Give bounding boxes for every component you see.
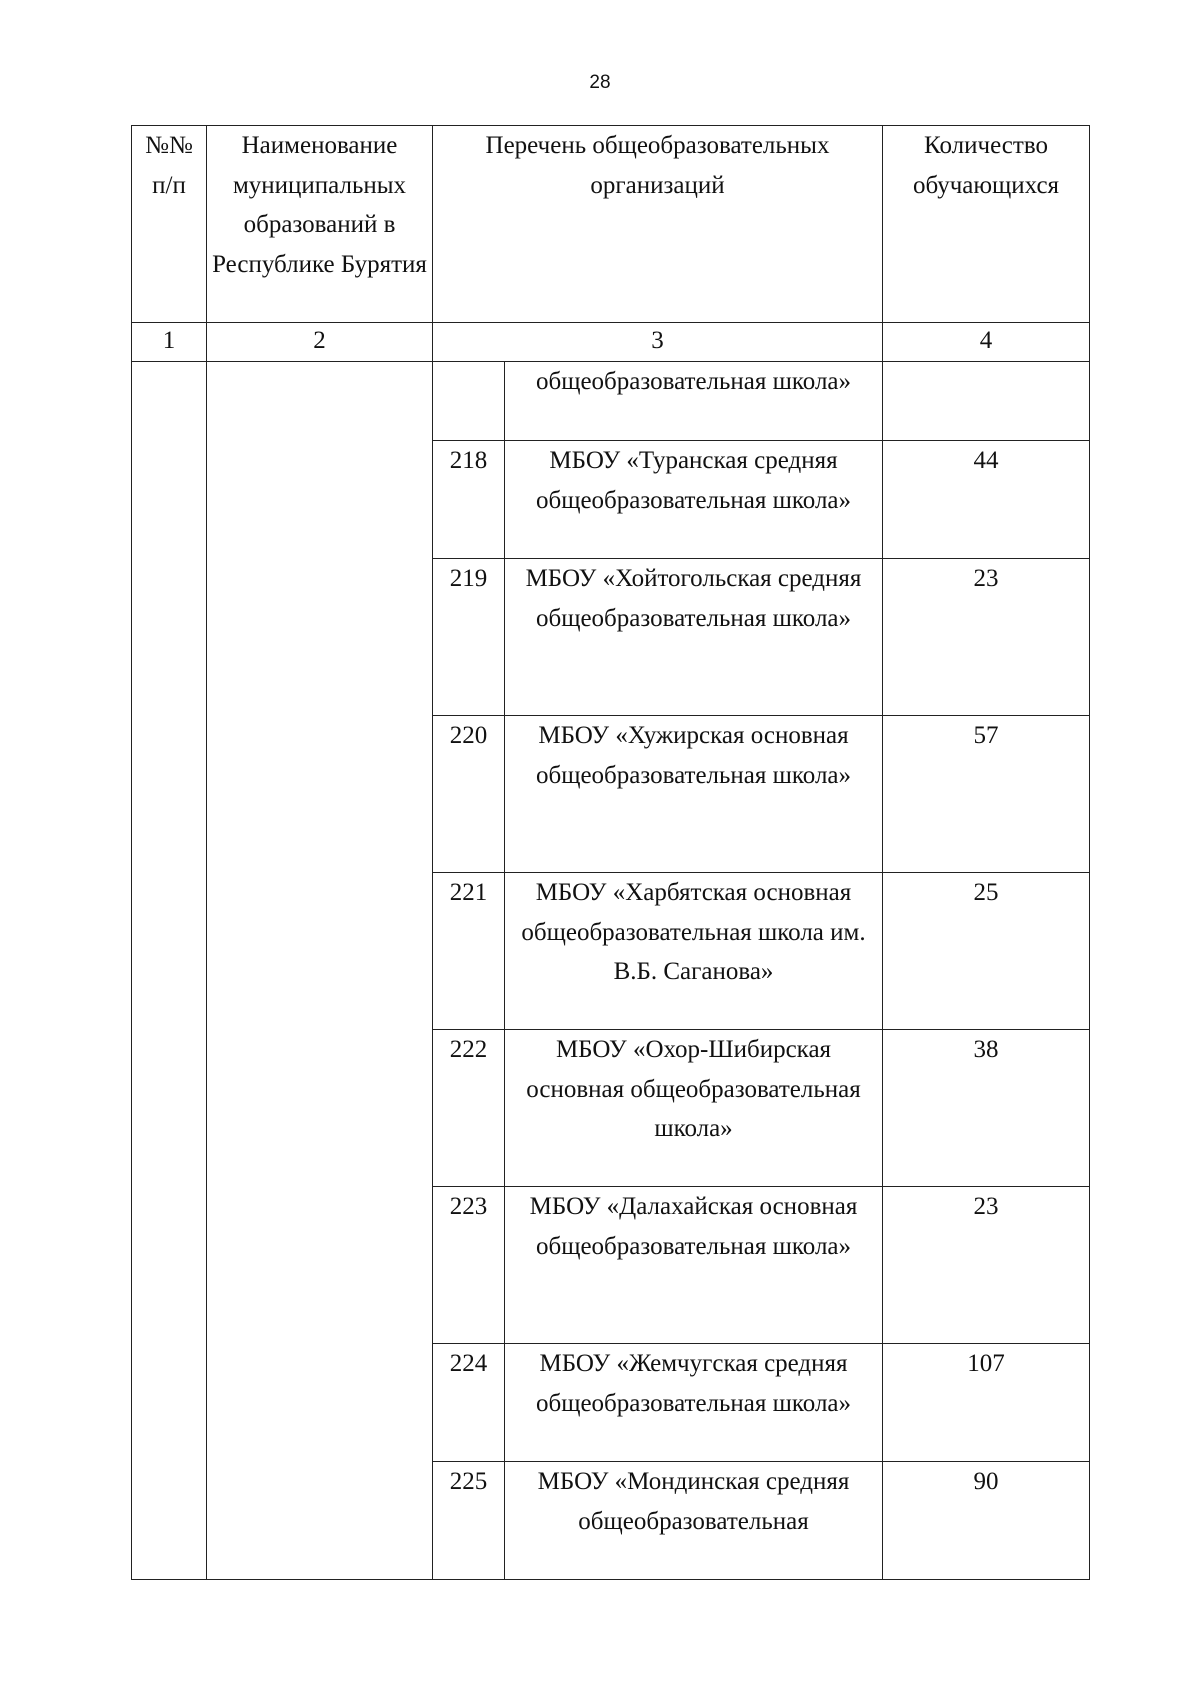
row-num: 224: [433, 1344, 505, 1462]
row-num: 222: [433, 1030, 505, 1187]
column-number: 1: [132, 323, 207, 362]
student-count: 23: [883, 559, 1090, 716]
row-num: [433, 362, 505, 441]
table-row-continuation: [132, 362, 1090, 441]
column-number: 3: [433, 323, 883, 362]
student-count: 90: [883, 1462, 1090, 1580]
header-municipality: Наименование муниципальных образований в Республике Бурятия: [207, 126, 433, 323]
row-num: 220: [433, 716, 505, 873]
student-count: 44: [883, 441, 1090, 559]
student-count: [883, 362, 1090, 441]
organization-name: МБОУ «Хойтогольская средняя общеобразовательная школа»: [505, 559, 883, 716]
student-count: 57: [883, 716, 1090, 873]
row-num: 219: [433, 559, 505, 716]
student-count: 38: [883, 1030, 1090, 1187]
header-organizations: Перечень общеобразовательных организаций: [433, 126, 883, 323]
organization-name: МБОУ «Харбятская основная общеобразовательная школа им. В.Б. Саганова»: [505, 873, 883, 1030]
organization-name: МБОУ «Охор-Шибирская основная общеобразовательная школа»: [505, 1030, 883, 1187]
column-number-row: [132, 323, 1090, 362]
row-num: 225: [433, 1462, 505, 1580]
row-num: 221: [433, 873, 505, 1030]
organization-name: МБОУ «Хужирская основная общеобразовательная школа»: [505, 716, 883, 873]
header-students: Количество обучающихся: [883, 126, 1090, 323]
header-row: [132, 126, 1090, 323]
organization-name: МБОУ «Далахайская основная общеобразовательная школа»: [505, 1187, 883, 1344]
organization-name: МБОУ «Туранская средняя общеобразовательная школа»: [505, 441, 883, 559]
student-count: 107: [883, 1344, 1090, 1462]
header-num: №№ п/п: [132, 126, 207, 323]
municipality-cell-merged: [207, 362, 433, 1580]
column-number: 2: [207, 323, 433, 362]
row-num: 223: [433, 1187, 505, 1344]
row-num: 218: [433, 441, 505, 559]
schools-table: [131, 125, 1090, 1580]
organization-name: общеобразовательная школа»: [505, 362, 883, 441]
page-number: 28: [589, 72, 611, 93]
organization-name: МБОУ «Мондинская средняя общеобразовательная: [505, 1462, 883, 1580]
student-count: 25: [883, 873, 1090, 1030]
row-num-cell-merged: [132, 362, 207, 1580]
organization-name: МБОУ «Жемчугская средняя общеобразовательная школа»: [505, 1344, 883, 1462]
column-number: 4: [883, 323, 1090, 362]
student-count: 23: [883, 1187, 1090, 1344]
